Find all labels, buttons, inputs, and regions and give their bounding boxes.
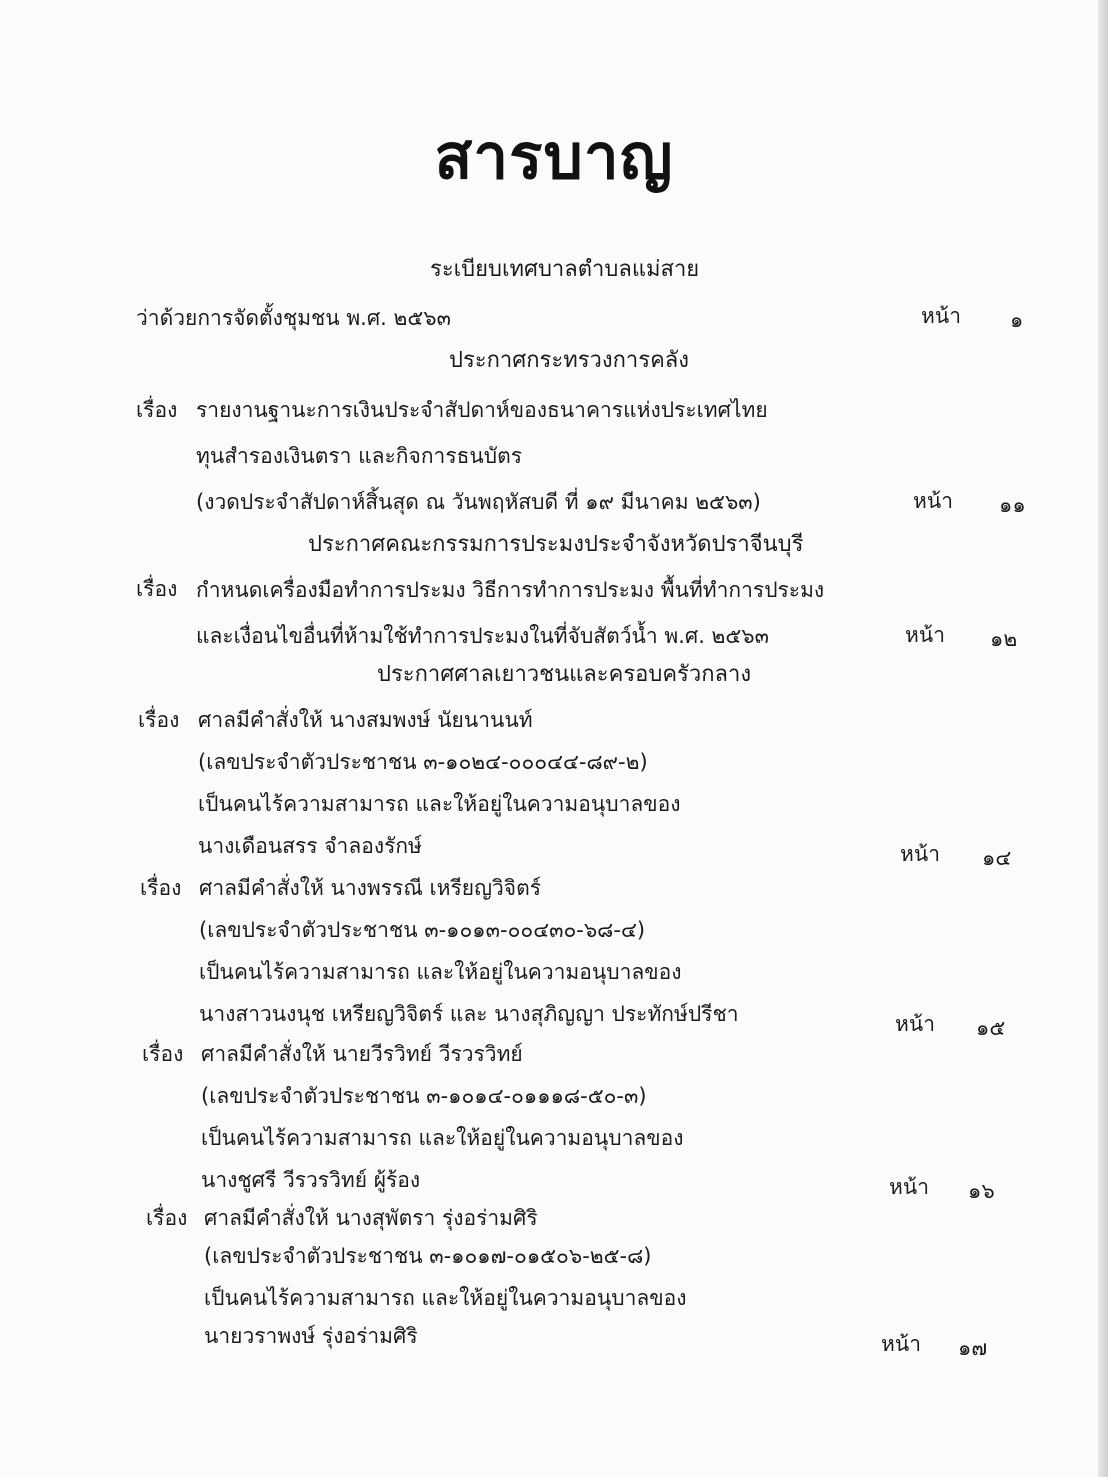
entry-line: (เลขประจำตัวประชาชน ๓-๑๐๑๗-๐๑๕๐๖-๒๕-๘) bbox=[204, 1244, 652, 1268]
page-edge-shadow bbox=[1098, 0, 1108, 1477]
entry-line: นางสาวนงนุช เหรียญวิจิตร์ และ นางสุภิญญา ประทักษ์ปรีชา bbox=[199, 1002, 739, 1026]
page-number: ๑๗ bbox=[958, 1336, 988, 1360]
page-label: หน้า bbox=[895, 1012, 935, 1036]
entry-line: ว่าด้วยการจัดตั้งชุมชน พ.ศ. ๒๕๖๓ bbox=[136, 306, 451, 330]
subject-label: เรื่อง bbox=[140, 876, 182, 900]
page-label: หน้า bbox=[889, 1175, 929, 1199]
entry-line: เป็นคนไร้ความสามารถ และให้อยู่ในความอนุบาลของ bbox=[204, 1286, 687, 1310]
page-label: หน้า bbox=[900, 842, 940, 866]
entry-line: นายวราพงษ์ รุ่งอร่ามศิริ bbox=[204, 1324, 418, 1348]
section-heading: ประกาศกระทรวงการคลัง bbox=[449, 348, 690, 373]
page-number: ๑๖ bbox=[968, 1179, 995, 1203]
entry-line: ศาลมีคำสั่งให้ นางสมพงษ์ นัยนานนท์ bbox=[198, 708, 533, 732]
entry-line: นางเดือนสรร จำลองรักษ์ bbox=[198, 834, 422, 858]
entry-line: ศาลมีคำสั่งให้ นางสุพัตรา รุ่งอร่ามศิริ bbox=[204, 1206, 538, 1230]
entry-line: ทุนสำรองเงินตรา และกิจการธนบัตร bbox=[196, 444, 523, 468]
subject-label: เรื่อง bbox=[146, 1206, 188, 1230]
section-heading: ระเบียบเทศบาลตำบลแม่สาย bbox=[430, 257, 700, 282]
entry-line: (เลขประจำตัวประชาชน ๓-๑๐๑๓-๐๐๔๓๐-๖๘-๔) bbox=[199, 918, 646, 942]
entry-line: เป็นคนไร้ความสามารถ และให้อยู่ในความอนุบาลของ bbox=[199, 960, 682, 984]
page-number: ๑๔ bbox=[982, 846, 1012, 870]
page-label: หน้า bbox=[921, 304, 961, 328]
entry-line: (เลขประจำตัวประชาชน ๓-๑๐๒๔-๐๐๐๔๔-๘๙-๒) bbox=[198, 750, 648, 774]
entry-line: ศาลมีคำสั่งให้ นายวีรวิทย์ วีรวรวิทย์ bbox=[201, 1042, 523, 1066]
page-label: หน้า bbox=[913, 489, 953, 513]
page-number: ๑ bbox=[1010, 308, 1024, 332]
page-number: ๑๒ bbox=[990, 627, 1018, 651]
entry-line: เป็นคนไร้ความสามารถ และให้อยู่ในความอนุบาลของ bbox=[201, 1126, 684, 1150]
entry-line: และเงื่อนไขอื่นที่ห้ามใช้ทำการประมงในที่จับสัตว์น้ำ พ.ศ. ๒๕๖๓ bbox=[196, 624, 769, 648]
entry-line: กำหนดเครื่องมือทำการประมง วิธีการทำการประมง พื้นที่ทำการประมง bbox=[196, 578, 825, 602]
entry-line: (เลขประจำตัวประชาชน ๓-๑๐๑๔-๐๑๑๑๘-๕๐-๓) bbox=[201, 1084, 647, 1108]
entry-line: ศาลมีคำสั่งให้ นางพรรณี เหรียญวิจิตร์ bbox=[199, 876, 541, 900]
page-label: หน้า bbox=[881, 1332, 921, 1356]
page-label: หน้า bbox=[905, 623, 945, 647]
entry-line: (งวดประจำสัปดาห์สิ้นสุด ณ วันพฤหัสบดี ที่ ๑๙ มีนาคม ๒๕๖๓) bbox=[196, 490, 761, 514]
entry-line: เป็นคนไร้ความสามารถ และให้อยู่ในความอนุบาลของ bbox=[198, 792, 681, 816]
section-heading: ประกาศศาลเยาวชนและครอบครัวกลาง bbox=[377, 662, 752, 687]
page-number: ๑๕ bbox=[976, 1016, 1006, 1040]
section-heading: ประกาศคณะกรรมการประมงประจำจังหวัดปราจีนบุรี bbox=[308, 532, 804, 557]
page-title: สารบาญ bbox=[434, 120, 674, 193]
page-number: ๑๑ bbox=[999, 493, 1026, 517]
subject-label: เรื่อง bbox=[142, 1042, 184, 1066]
subject-label: เรื่อง bbox=[136, 398, 178, 422]
subject-label: เรื่อง bbox=[136, 577, 178, 601]
entry-line: นางชูศรี วีรวรวิทย์ ผู้ร้อง bbox=[201, 1168, 421, 1192]
subject-label: เรื่อง bbox=[138, 708, 180, 732]
entry-line: รายงานฐานะการเงินประจำสัปดาห์ของธนาคารแห่งประเทศไทย bbox=[196, 398, 768, 422]
